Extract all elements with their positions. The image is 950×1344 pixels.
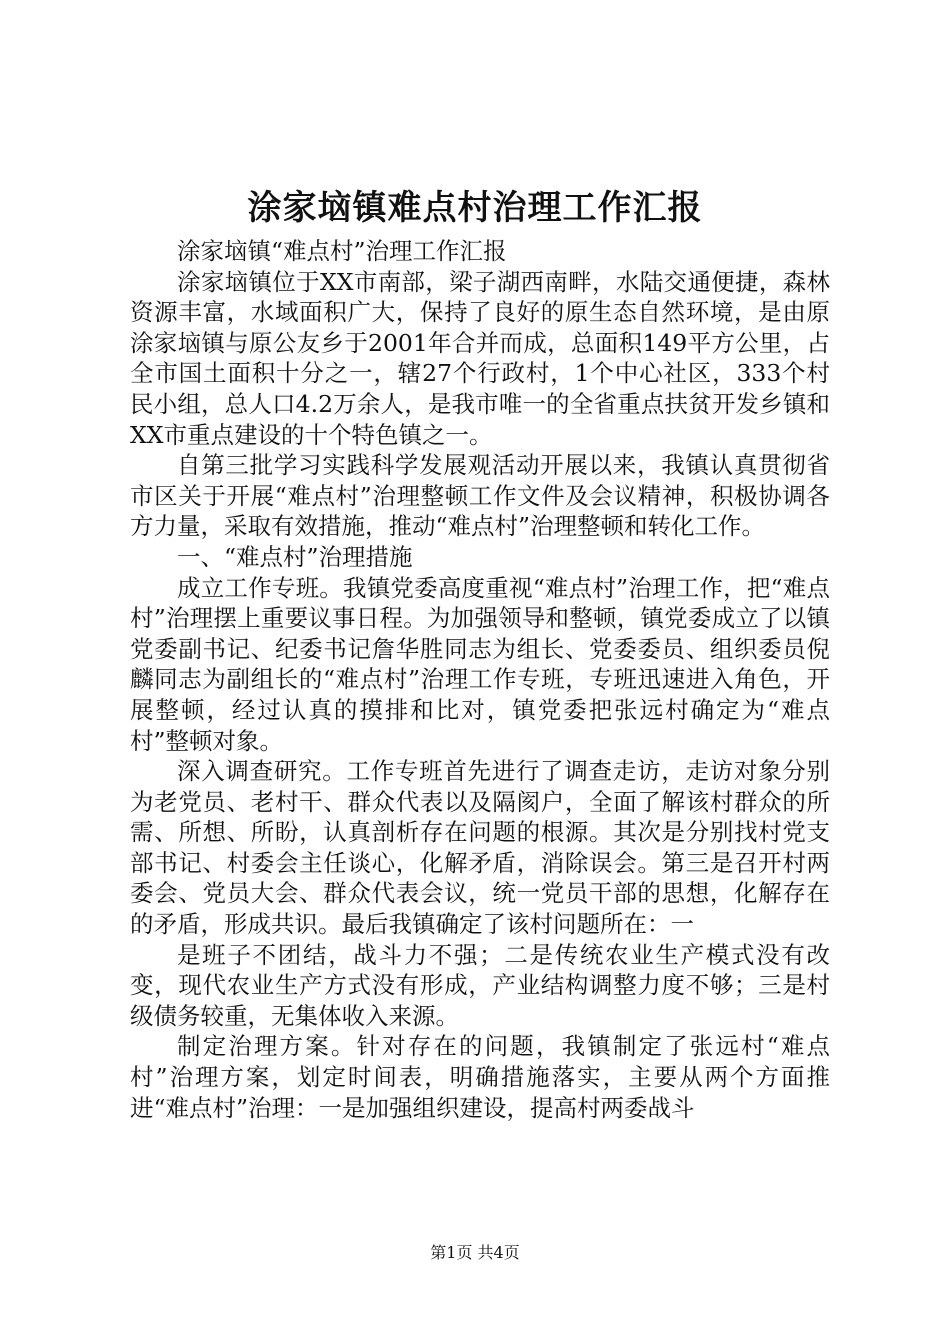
paragraph-overview: 涂家垴镇位于XX市南部，梁子湖西南畔，水陆交通便捷，森林资源丰富，水域面积广大，保持了良好的原生态自然环境，是由原涂家垴镇与原公友乡于2001年合并而成，总面积149平方公里，占全市国土面积十分之一，辖27个行政村，1个中心社区，333个村民小组，总人口4.2万余人，是我市唯一的全省重点扶贫开发乡镇和XX市重点建设的十个特色镇之一。	[130, 267, 830, 449]
paragraph-background: 自第三批学习实践科学发展观活动开展以来，我镇认真贯彻省市区关于开展“难点村”治理整顿工作文件及会议精神，积极协调各方力量，采取有效措施，推动“难点村”治理整顿和转化工作。	[130, 451, 830, 541]
section-heading-measures: 一、“难点村”治理措施	[177, 542, 413, 571]
paragraph-problems: 是班子不团结，战斗力不强；二是传统农业生产模式没有改变，现代农业生产方式没有形成，产业结构调整力度不够；三是村级债务较重，无集体收入来源。	[130, 940, 830, 1030]
paragraph-plan: 制定治理方案。针对存在的问题，我镇制定了张远村“难点村”治理方案，划定时间表，明确措施落实，主要从两个方面推进“难点村”治理：一是加强组织建设，提高村两委战斗	[130, 1032, 830, 1122]
document-title: 涂家垴镇难点村治理工作汇报	[247, 188, 703, 228]
paragraph-task-force: 成立工作专班。我镇党委高度重视“难点村”治理工作，把“难点村”治理摆上重要议事日程。为加强领导和整顿，镇党委成立了以镇党委副书记、纪委书记詹华胜同志为组长、党委委员、组织委员倪麟同志为副组长的“难点村”治理工作专班，专班迅速进入角色，开展整顿，经过认真的摸排和比对，镇党委把张远村确定为“难点村”整顿对象。	[130, 573, 830, 755]
document-body	[130, 236, 830, 1123]
paragraph-investigation: 深入调查研究。工作专班首先进行了调查走访，走访对象分别为老党员、老村干、群众代表以及隔阂户，全面了解该村群众的所需、所想、所盼，认真剖析存在问题的根源。其次是分别找村党支部书记、村委会主任谈心，化解矛盾，消除误会。第三是召开村两委会、党员大会、群众代表会议，统一党员干部的思想，化解存在的矛盾，形成共识。最后我镇确定了该村问题所在：一	[130, 757, 830, 939]
page-footer: 第1页 共4页	[430, 1243, 520, 1262]
paragraph-subtitle: 涂家垴镇“难点村”治理工作汇报	[177, 237, 507, 265]
